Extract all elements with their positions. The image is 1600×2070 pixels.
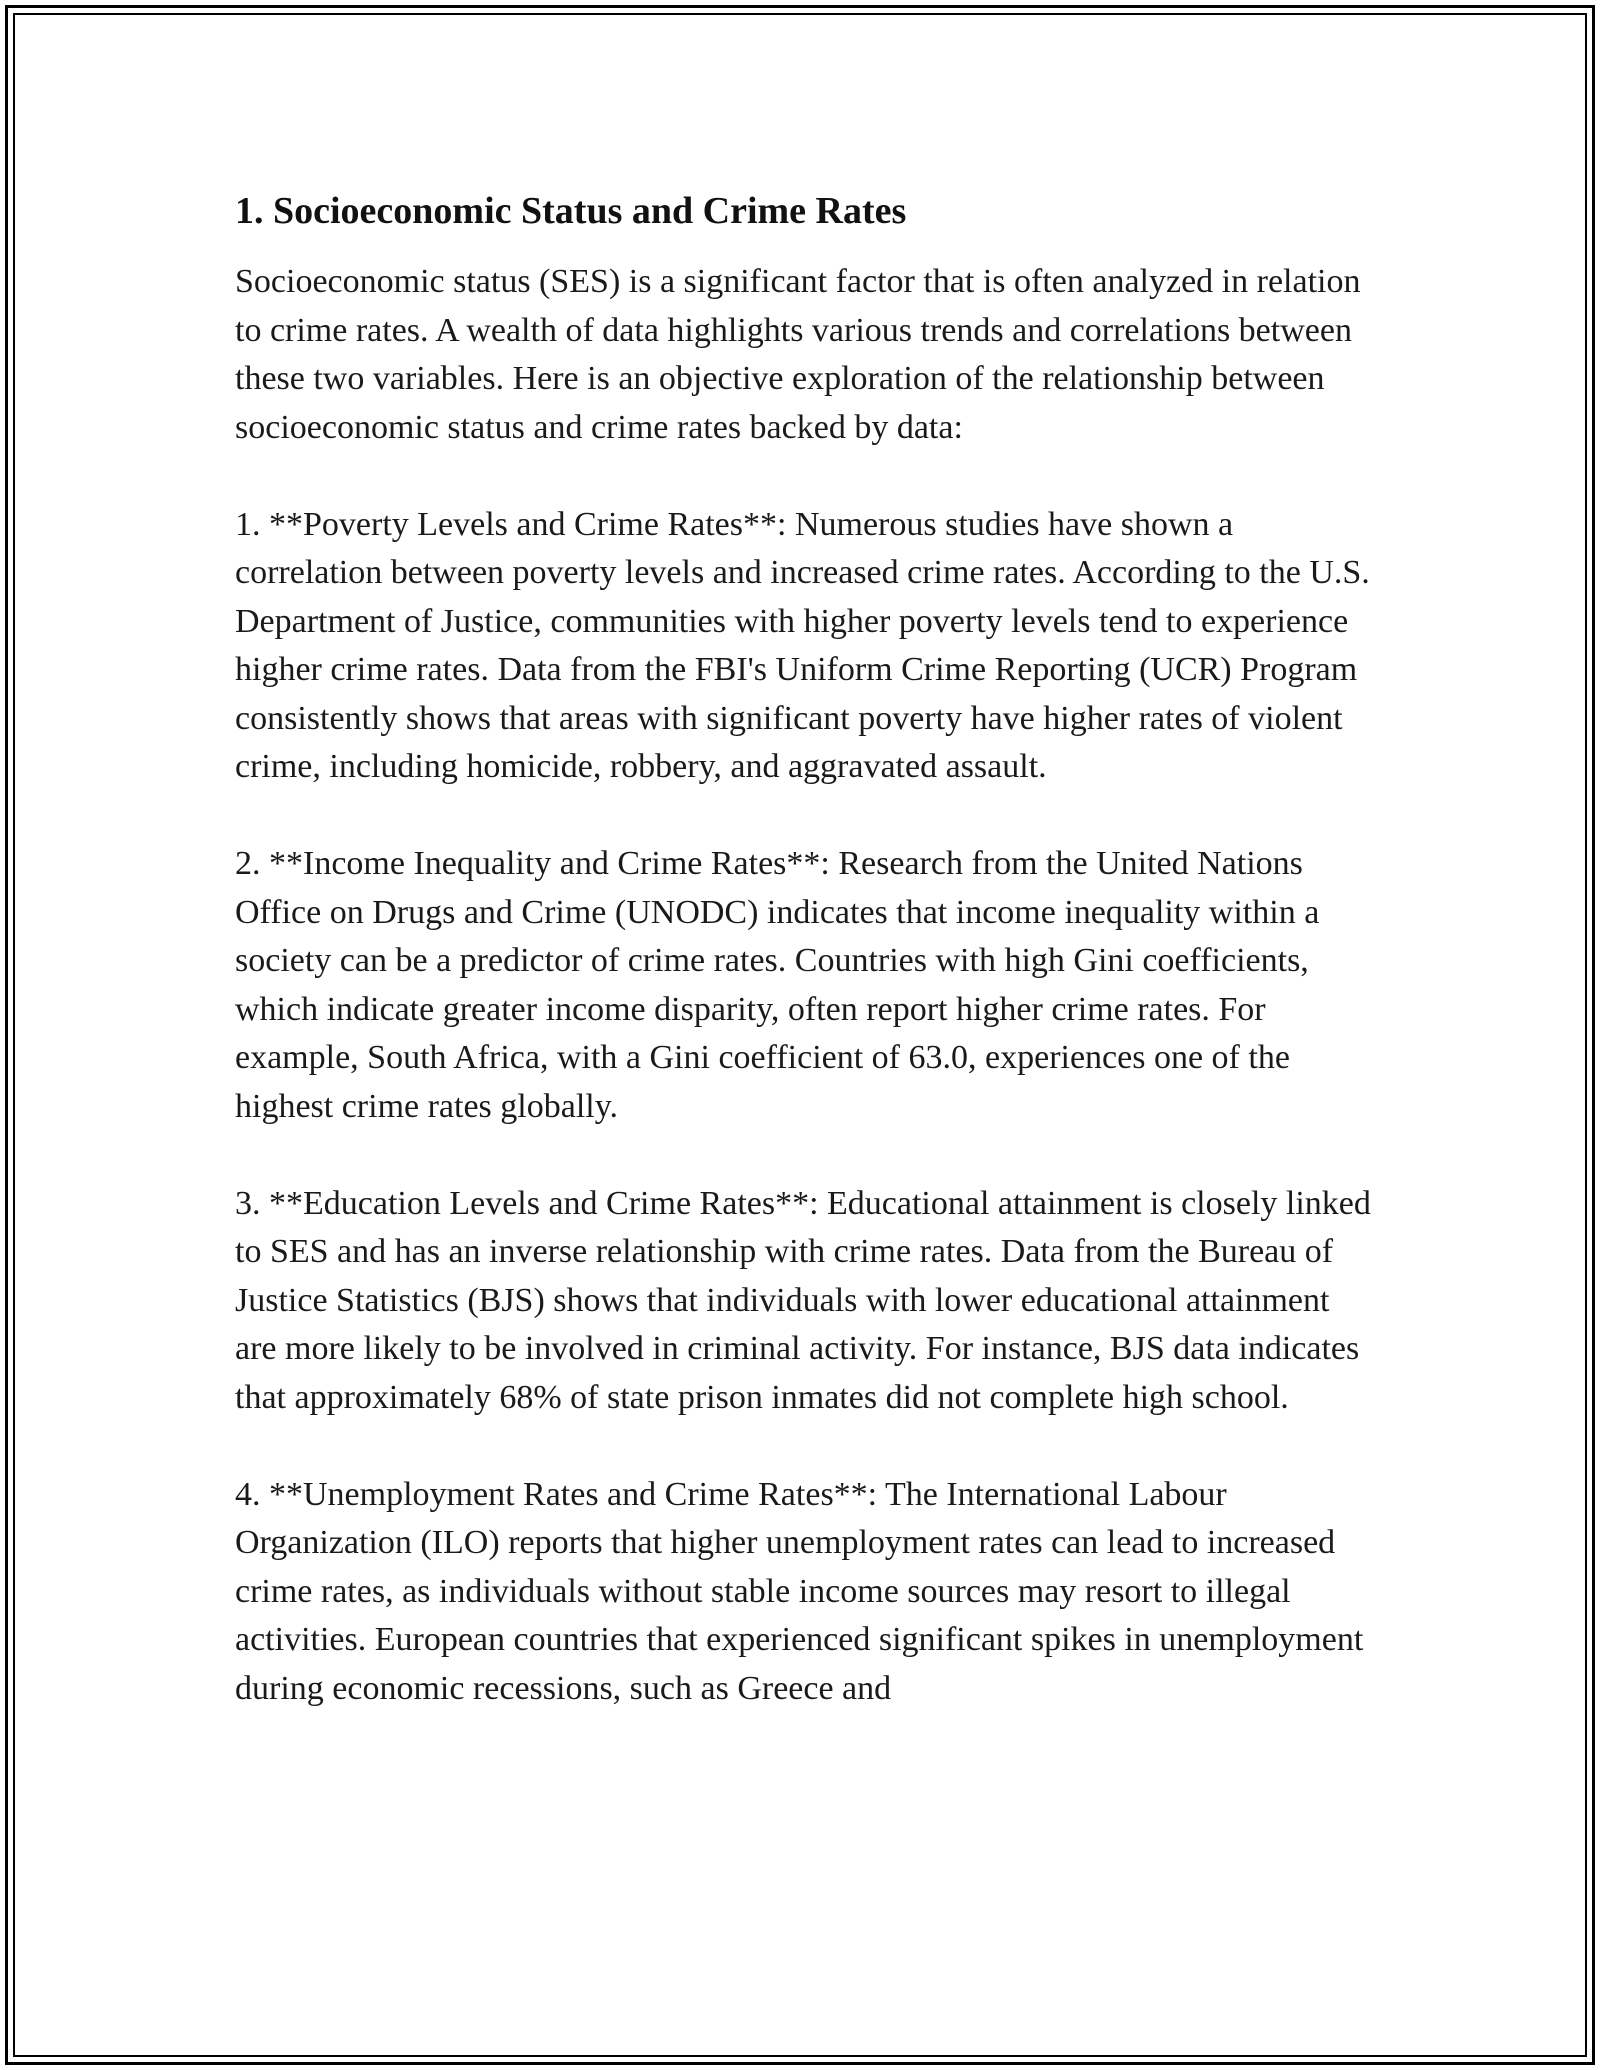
section-heading: 1. Socioeconomic Status and Crime Rates — [235, 190, 907, 232]
unemployment-paragraph: 4. **Unemployment Rates and Crime Rates**: The International Labour Organization (ILO) reports that higher unemployment rates can lead to increased crime rates, as individuals without stable income sources may resort to illegal activities. European countries that experienced significant spikes in unemployment during economic recessions, such as Greece and — [235, 1475, 1364, 1707]
intro-paragraph: Socioeconomic status (SES) is a significant factor that is often analyzed in relation to crime rates. A wealth of data highlights various trends and correlations between these two variables. Here is an objective exploration of the relationship between socioeconomic status and crime rates backed by data: — [235, 263, 1361, 446]
income-inequality-paragraph: 2. **Income Inequality and Crime Rates**: Research from the United Nations Office on Drugs and Crime (UNODC) indicates that income inequality within a society can be a predictor of crime rates. Countries with high Gini coefficients, which indicate greater income disparity, often report higher crime rates. For example, South Africa, with a Gini coefficient of 63.0, experiences one of the highest crime rates globally. — [235, 845, 1320, 1125]
education-paragraph: 3. **Education Levels and Crime Rates**: Educational attainment is closely linked to SES and has an inverse relationship with crime rates. Data from the Bureau of Justice Statistics (BJS) shows that individuals with lower educational attainment are more likely to be involved in criminal activity. For instance, BJS data indicates that approximately 68% of state prison inmates did not complete high school. — [235, 1184, 1371, 1416]
document-body — [235, 186, 1375, 1762]
poverty-paragraph: 1. **Poverty Levels and Crime Rates**: Numerous studies have shown a correlation between poverty levels and increased crime rates. According to the U.S. Department of Justice, communities with higher poverty levels tend to experience higher crime rates. Data from the FBI's Uniform Crime Reporting (UCR) Program consistently shows that areas with significant poverty have higher rates of violent crime, including homicide, robbery, and aggravated assault. — [235, 505, 1370, 785]
